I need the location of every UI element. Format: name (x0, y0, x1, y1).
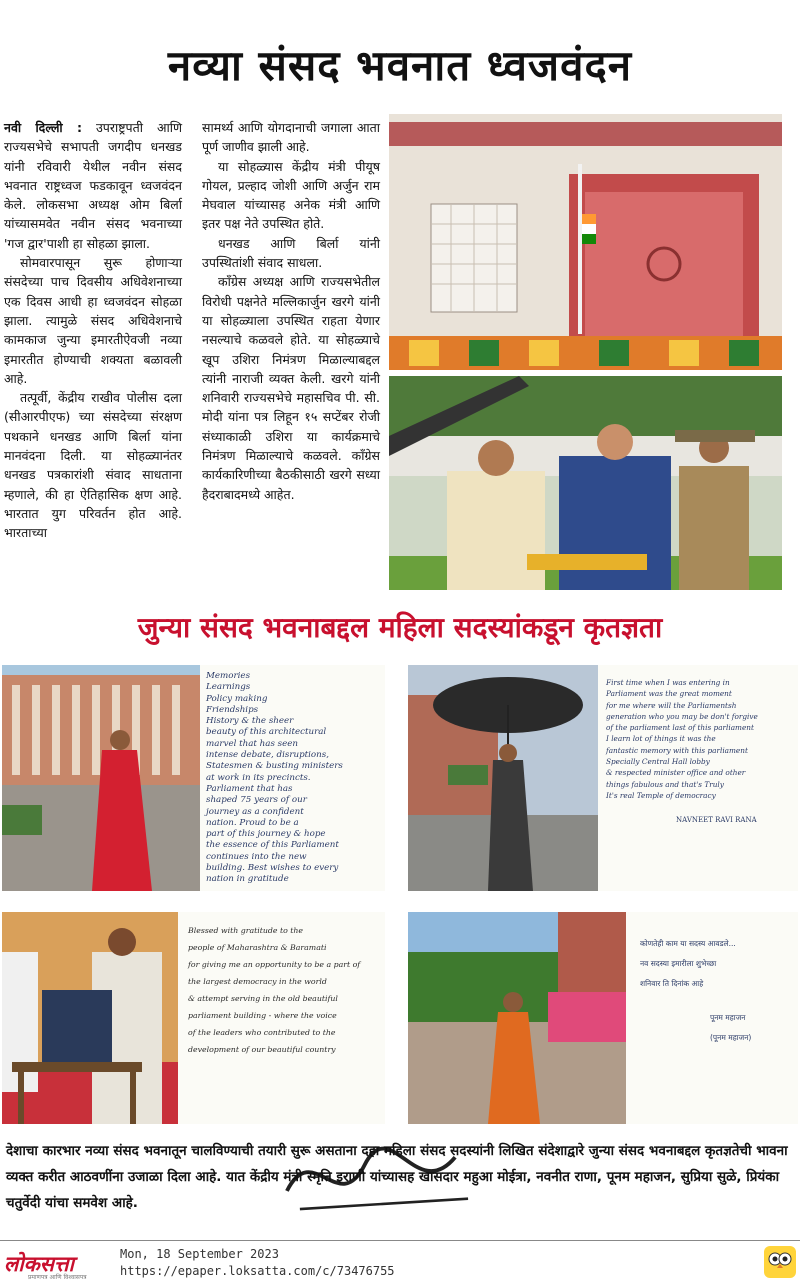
note-line: नव सदस्या इमारीला शुभेच्छा (640, 959, 717, 968)
note-line: at work in its precincts. (206, 772, 311, 783)
note-line: shaped 75 years of our (206, 795, 307, 806)
handwritten-note-2 (598, 665, 798, 891)
umbrella-illustration (408, 665, 598, 891)
note-line: journey as a confident (206, 806, 304, 817)
dateline: नवी दिल्ली : (4, 120, 82, 135)
photo-mp-garden-path (408, 912, 626, 1124)
note-line: History & the sheer (206, 716, 294, 727)
note-line: Parliament that has (206, 783, 293, 794)
note-line: generation who you may be don't forgive (606, 711, 758, 721)
note-line: First time when I was entering in (606, 678, 730, 687)
note-line: Friendships (206, 704, 259, 715)
note-line: Statesmen & busting ministers (206, 761, 343, 772)
article-column-2 (202, 118, 380, 504)
note-line: for me where will the Parliamentsh (606, 700, 737, 710)
note-line: & respected minister office and other (606, 768, 746, 778)
headline: नव्या संसद भवनात ध्वजवंदन (167, 41, 633, 90)
note-line: कोणतेही काम या सदस्य आवडले... (640, 939, 736, 948)
note-line: fantastic memory with this parliament (606, 745, 748, 755)
note-line: Blessed with gratitude to the (188, 926, 304, 935)
note-line: I learn lot of things it was the (606, 734, 716, 744)
footer-url[interactable]: https://epaper.loksatta.com/c/73476755 (120, 1264, 395, 1278)
note-line: of the leaders who contributed to the (188, 1028, 336, 1037)
article-paragraph: धनखड आणि बिर्ला यांनी उपस्थितांशी संवाद साधला. (202, 235, 380, 271)
subheadline: जुन्या संसद भवनाबद्दल महिला सदस्यांकडून कृतज्ञता (137, 611, 663, 644)
dignitaries-illustration (389, 376, 782, 590)
note-line: Parliament was the great moment (606, 689, 732, 699)
note-line: शनिवार ति दिनांक आहे (640, 979, 704, 988)
note-line: Learnings (206, 682, 251, 693)
photo-mp-with-umbrella (408, 665, 598, 891)
note-line: & attempt serving in the old beautiful (188, 994, 338, 1003)
note-line: nation. Proud to be a (206, 817, 299, 828)
photo-new-parliament-flag (389, 114, 782, 370)
note-line: It's real Temple of democracy (606, 790, 716, 800)
footer-date: Mon, 18 September 2023 (120, 1247, 279, 1261)
photo-caption: देशाचा कारभार नव्या संसद भवनातून चालविण्याची तयारी सुरू असताना दहा महिला संसद सदस्यांनी लिखित संदेशाद्वारे जुन्या संसद भवनाबद्दल कृतज्ञतेची भावना व्यक्त करीत आठवणींना उजाळा दिला आहे. यात केंद्रीय मंत्री स्मृति इराणी यांच्यासह खासदार महुआ मोईत्रा, नवनीत राणा, पूनम महाजन, सुप्रिया सुळे, प्रियंका चतुर्वेदी यांचा समवेश आहे. (6, 1143, 788, 1211)
note-line: for giving me an opportunity to be a part of (188, 960, 361, 969)
ballot-box-illustration (2, 912, 178, 1124)
photo-mp-old-parliament-1 (2, 665, 200, 891)
handwritten-note-1 (200, 665, 385, 891)
handwritten-note-3 (178, 912, 385, 1124)
garden-illustration (408, 912, 626, 1124)
article-paragraph: सोमवारपासून सुरू होणाऱ्या संसदेच्या पाच दिवसीय अधिवेशनाच्या एक दिवस आधी हा ध्वजवंदन सोहळा झाला. त्यामुळे संसद अधिवेशनाचे कामकाज जुन्या इमारतीऐवजी नव्या इमारतीत होण्याची शक्यता बळावली आहे. (4, 255, 182, 386)
note-line: beauty of this architectural (206, 727, 327, 738)
handwritten-note-4 (626, 912, 798, 1124)
article-paragraph: काँग्रेस अध्यक्ष आणि राज्यसभेतील विरोधी पक्षनेते मल्लिकार्जुन खरगे यांनी या सोहळ्याला उपस्थित राहता येणार नसल्याचे कळवले होते. या सोहळ्याचे खूप उशिरा निमंत्रण मिळाल्याबद्दल त्यांनी नाराजी व्यक्त केली. खरगे यांनी शनिवारी राज्यसभेचे महासचिव पी. सी. मोदी यांना पत्र लिहून १५ सप्टेंबर रोजी संध्याकाळी उशिरा या कार्यक्रमाचे निमंत्रण मिळाल्याचे कळवले. काँग्रेस कार्यकारिणीच्या बैठकीसाठी खरगे सध्या हैदराबादमध्ये आहेत. (202, 274, 380, 502)
note-line: continues into the new (206, 851, 307, 862)
note-line: intense debate, disruptions, (206, 750, 329, 761)
note-line: building. Best wishes to every (206, 863, 339, 874)
note-line: the essence of this Parliament (206, 840, 339, 851)
note-line: the largest democracy in the world (188, 977, 327, 986)
owl-icon (764, 1246, 796, 1278)
note-line: parliament building - where the voice (188, 1011, 337, 1020)
note-signature: (पूनम महाजन) (710, 1033, 752, 1042)
note-line: Specially Central Hall lobby (606, 757, 710, 767)
note-line: Memories (206, 671, 251, 681)
note-signature: NAVNEET RAVI RANA (676, 816, 757, 825)
note-signature: पूनम महाजन (710, 1013, 746, 1022)
note-line: people of Maharashtra & Baramati (188, 943, 327, 952)
photo-dignitaries-saluting (389, 376, 782, 590)
note-line: development of our beautiful country (188, 1045, 336, 1054)
article-paragraph: तत्पूर्वी, केंद्रीय राखीव पोलीस दला (सीआरपीएफ) च्या संसदेच्या संरक्षण पथकाने धनखड आणि बिर्ला यांना मानवंदना दिली. या सोहळ्यानंतर धनखड पत्रकारांशी संवाद साधताना म्हणाले, की हा ऐतिहासिक क्षण आहे. भारतात युग परिवर्तन होत आहे. भारताच्या (4, 390, 182, 541)
article-paragraph: सामर्थ्य आणि योगदानाची जगाला आता पूर्ण जाणीव झाली आहे. (202, 120, 380, 155)
note-line: nation in gratitude (206, 874, 289, 885)
article-paragraph: नवी दिल्ली : उपराष्ट्रपती आणि राज्यसभेचे सभापती जगदीप धनखड यांनी रविवारी येथील नवीन संसद भवनात राष्ट्रध्वज फडकावून ध्वजवंदन केले. लोकसभा अध्यक्ष ओम बिर्ला यांच्यासमवेत नवीन संसद भवनाच्या 'गज द्वार'पाशी हा सोहळा झाला. (4, 120, 182, 251)
parliament-building-illustration (389, 114, 782, 370)
note-line: part of this journey & hope (206, 829, 326, 840)
article-paragraph: या सोहळ्यास केंद्रीय मंत्री पीयूष गोयल, प्रल्हाद जोशी आणि अर्जुन राम मेघवाल यांच्यासह अनेक मंत्री आणि इतर पक्ष नेते उपस्थित होते. (202, 158, 380, 232)
article-column-1 (4, 118, 182, 543)
photo-mp-ballot-box (2, 912, 178, 1124)
logo-tagline: प्रमाणपत्र आणि विश्वासपत्र (28, 1274, 87, 1281)
note-line: things fabulous and that's Truly (606, 779, 724, 789)
note-line: marvel that has seen (206, 738, 299, 749)
footer-meta (120, 1246, 395, 1280)
note-line: of the parliament last of this parliament (606, 723, 754, 733)
loksatta-logo: लोकसत्ता (4, 1251, 74, 1276)
note-line: Policy making (206, 693, 268, 704)
old-parliament-illustration (2, 665, 200, 891)
footer-divider (0, 1240, 800, 1241)
